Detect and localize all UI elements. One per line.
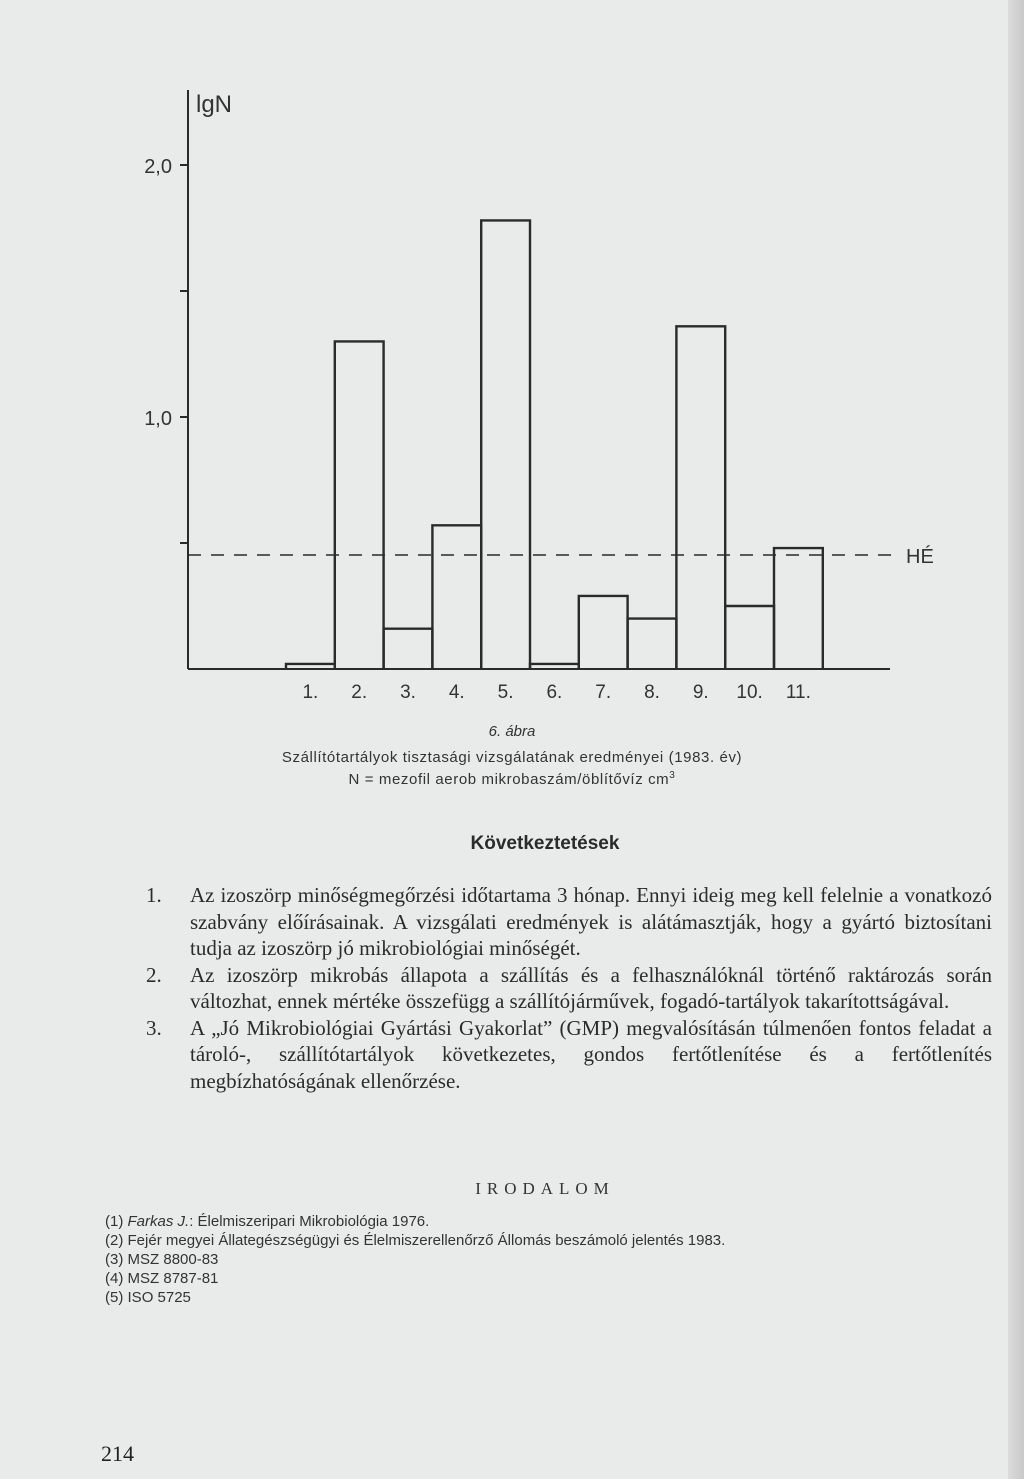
reference-number: (2) xyxy=(105,1232,124,1249)
bar xyxy=(628,619,677,669)
reference-text: MSZ 8787-81 xyxy=(127,1270,219,1287)
x-tick-label: 2. xyxy=(351,682,368,703)
x-tick-label: 3. xyxy=(400,682,416,703)
reference-number: (5) xyxy=(105,1289,124,1306)
reference-item xyxy=(105,1269,725,1288)
y-tick-label: 1,0 xyxy=(144,408,172,430)
section-heading: Következtetések xyxy=(470,833,620,854)
caption-line2-text: N = mezofil aerob mikrobaszám/öblítővíz cm xyxy=(348,771,670,788)
conclusion-text: Az izoszörp mikrobás állapota a szállítás és a felhasználóknál történő raktározás során változhat, ennek mértéke összefügg a szállítójárművek, fogadó-tartályok takarítottságával. xyxy=(190,962,992,1013)
reference-number: (3) xyxy=(105,1251,124,1268)
figure-caption-line1: Szállítótartályok tisztasági vizsgálatának eredményei (1983. év) xyxy=(281,749,743,766)
x-tick-label: 8. xyxy=(644,682,660,703)
x-tick-label: 11. xyxy=(785,682,811,703)
x-tick-label: 1. xyxy=(302,682,319,703)
bar xyxy=(384,629,433,669)
x-tick-label: 7. xyxy=(595,682,612,703)
x-tick-label: 4. xyxy=(448,682,465,703)
y-tick-label: 2,0 xyxy=(144,156,172,178)
bar xyxy=(774,548,823,669)
reference-item xyxy=(105,1212,725,1231)
reference-text: ISO 5725 xyxy=(127,1289,191,1306)
conclusion-item-3 xyxy=(140,1015,992,1095)
y-axis-label: lgN xyxy=(196,91,233,118)
reference-text: : Élelmiszeripari Mikrobiológia 1976. xyxy=(189,1213,430,1230)
reference-item xyxy=(105,1288,725,1307)
reference-number: (4) xyxy=(105,1270,124,1287)
literature-title: IRODALOM xyxy=(475,1179,615,1198)
page-number: 214 xyxy=(101,1441,134,1466)
reference-item xyxy=(105,1250,725,1269)
reference-item xyxy=(105,1231,725,1250)
reference-number: (1) xyxy=(105,1213,124,1230)
bar xyxy=(579,596,628,669)
conclusion-text: Az izoszörp minőségmegőrzési időtartama 3 hónap. Ennyi ideig meg kell felelnie a vonatkozó szabvány előírásainak. A vizsgálati eredmények is alátámasztják, hogy a gyártó biztosítani tudja az izoszörp jó mikrobiológiai minőségét. xyxy=(190,883,992,960)
bar xyxy=(676,326,725,669)
references-list xyxy=(105,1212,725,1307)
conclusion-text: A „Jó Mikrobiológiai Gyártási Gyakorlat” (GMP) megvalósításán túlmenően fontos feladat a tároló-, szállítótartályok következetes, gondos fertőtlenítése és a fertőtlenítés megbízhatóságának ellenőrzése. xyxy=(190,1015,992,1093)
conclusion-number: 1. xyxy=(146,883,162,907)
x-tick-label: 5. xyxy=(497,682,514,703)
bar xyxy=(335,341,384,669)
conclusion-item-2 xyxy=(140,962,992,1015)
reference-line-label: HÉ xyxy=(906,546,934,568)
reference-author: Farkas J. xyxy=(127,1213,190,1230)
x-tick-label: 6. xyxy=(546,682,563,703)
reference-text: Fejér megyei Állategészségügyi és Élelmiszerellenőrző Állomás beszámoló jelentés 1983. xyxy=(127,1232,726,1249)
reference-text: MSZ 8800-83 xyxy=(127,1251,219,1268)
bar xyxy=(481,220,530,669)
figure-caption-line2 xyxy=(0,770,1024,788)
figure-number: 6. ábra xyxy=(488,723,536,740)
bar xyxy=(432,525,481,669)
caption-superscript: 3 xyxy=(669,770,676,781)
conclusion-number: 3. xyxy=(146,1015,162,1040)
conclusion-item-1 xyxy=(140,882,992,962)
conclusion-number: 2. xyxy=(146,962,162,987)
conclusions-list xyxy=(140,882,992,1094)
bar xyxy=(725,606,774,669)
x-tick-label: 9. xyxy=(692,682,709,703)
bar-chart xyxy=(0,0,1024,710)
x-tick-label: 10. xyxy=(736,682,763,703)
